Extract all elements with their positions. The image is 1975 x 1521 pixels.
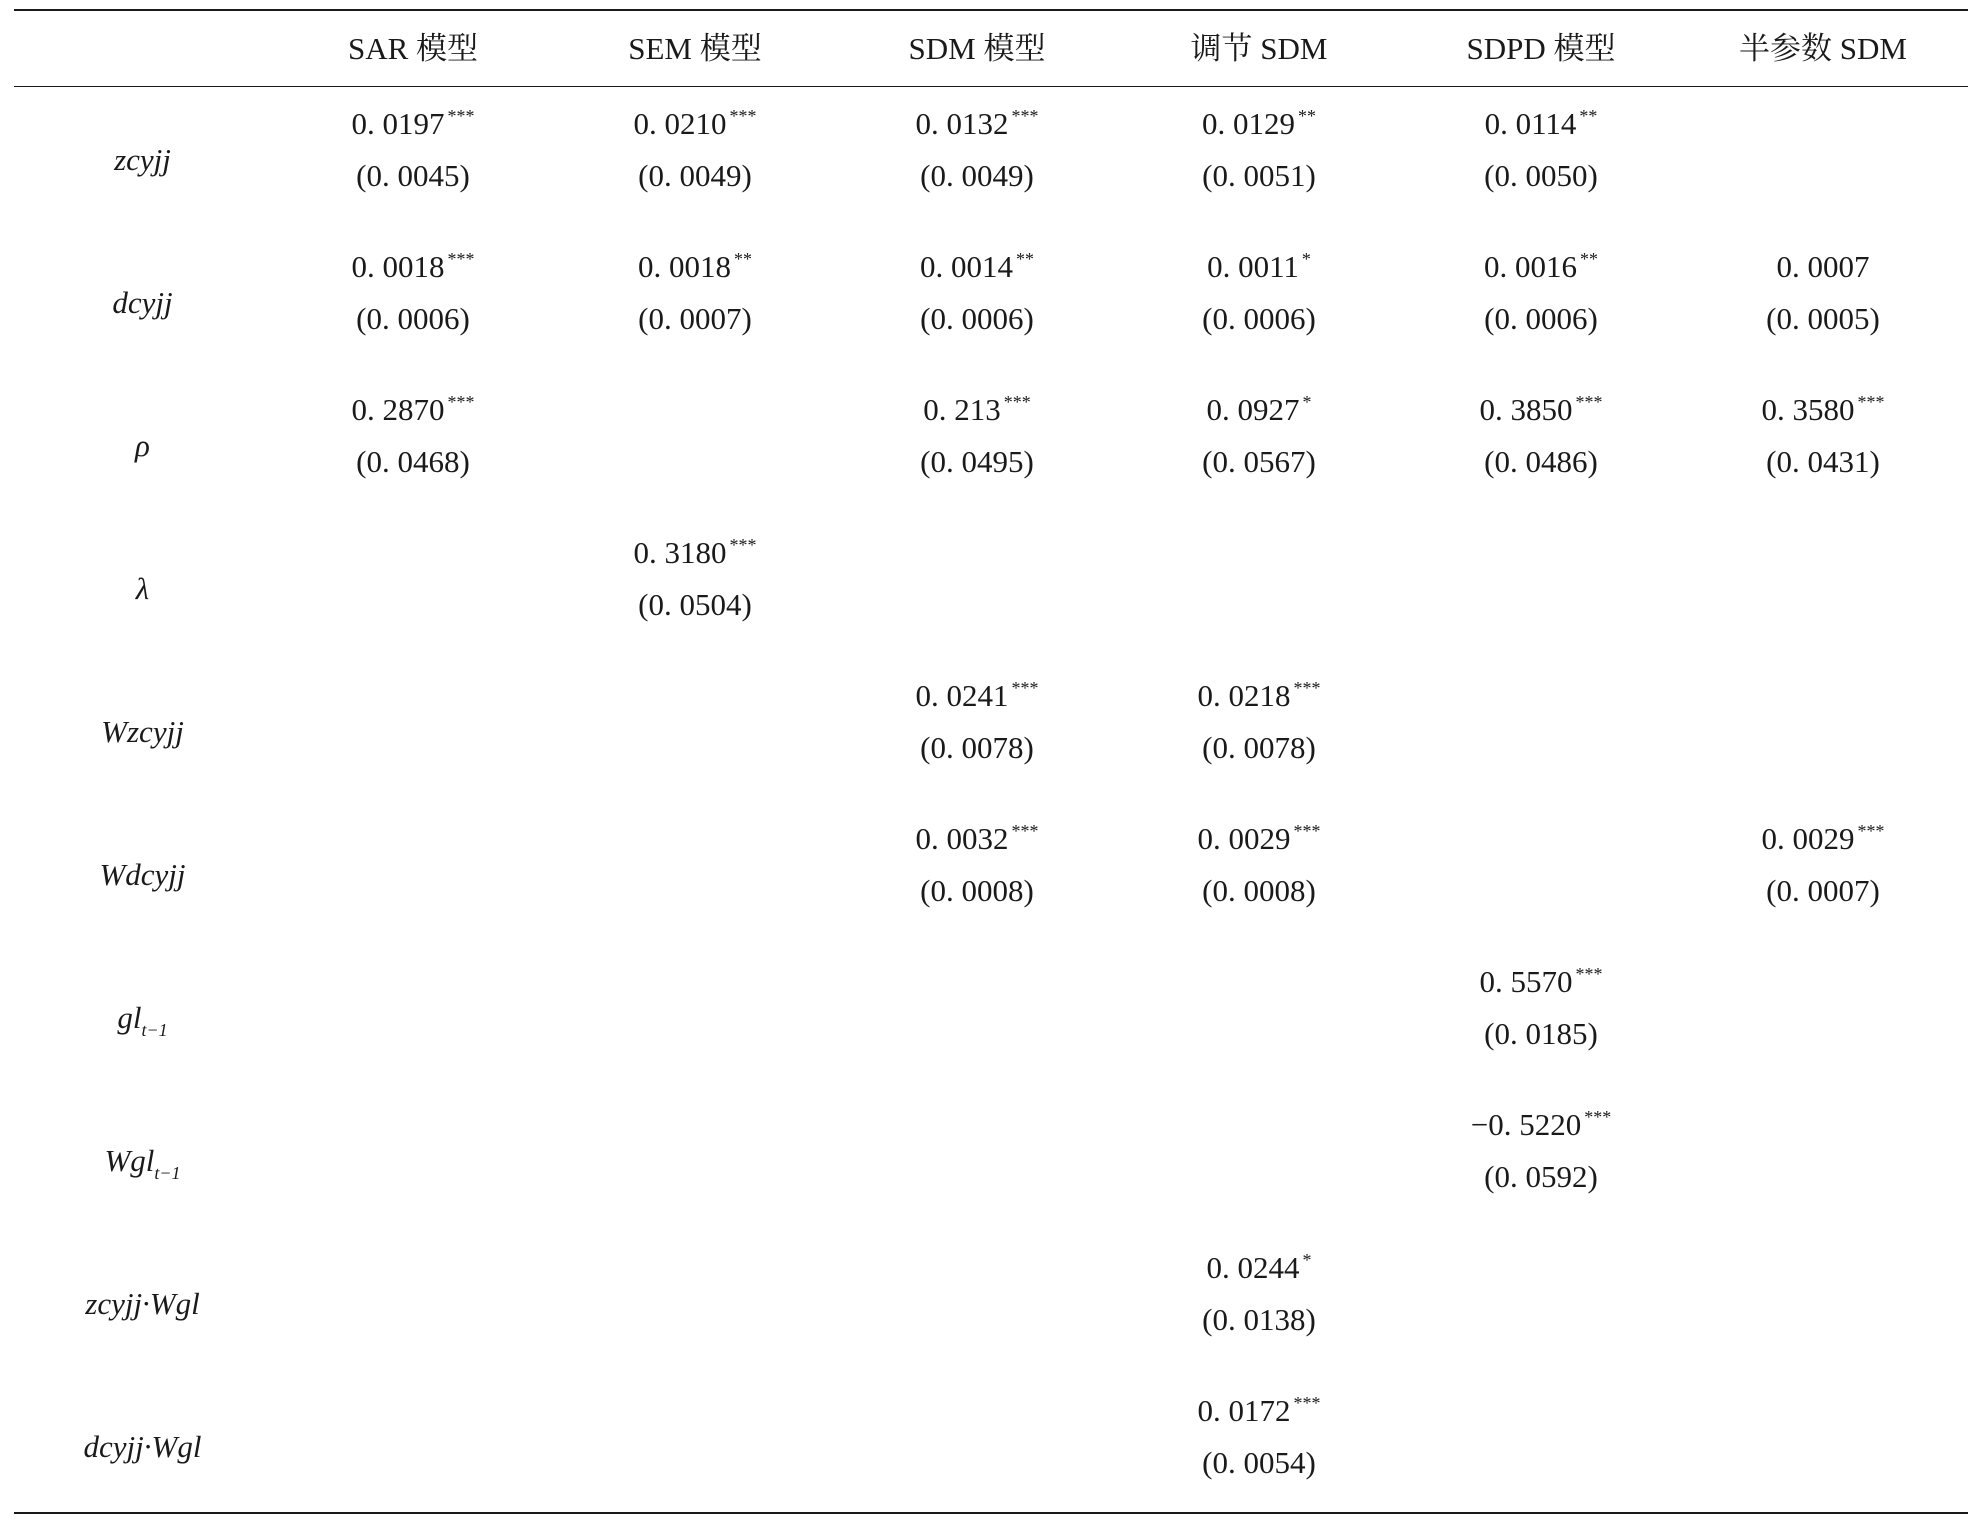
- table-header-row: [0, 11, 1975, 86]
- coefficient: [272, 247, 554, 287]
- column-header-sem: SEM 模型: [628, 31, 762, 66]
- table-cell: [554, 1232, 836, 1375]
- coefficient-value: 0. 0218: [1197, 678, 1291, 713]
- standard-error: (0. 0049): [920, 158, 1034, 193]
- row-label: [0, 946, 285, 1089]
- table-cell: [272, 660, 554, 803]
- coefficient: [554, 533, 836, 573]
- coefficient: [272, 390, 554, 430]
- coefficient: [1118, 247, 1400, 287]
- coefficient: [272, 104, 554, 144]
- table-cell: [1118, 1232, 1400, 1375]
- row-label-text: gl: [117, 1000, 142, 1035]
- table-cell: [1400, 1232, 1682, 1375]
- significance-stars: **: [1016, 249, 1034, 269]
- table-cell: [272, 803, 554, 946]
- table-row: [0, 946, 1975, 1089]
- coefficient-value: 0. 0011: [1207, 249, 1299, 284]
- standard-error: (0. 0567): [1202, 444, 1316, 479]
- coefficient: [836, 819, 1118, 859]
- table-cell: [1400, 803, 1682, 946]
- table-cell: [1400, 660, 1682, 803]
- coefficient: [1118, 676, 1400, 716]
- coefficient-value: 0. 0197: [351, 106, 445, 141]
- standard-error: (0. 0045): [356, 158, 470, 193]
- coefficient-value: 0. 0172: [1197, 1393, 1291, 1428]
- coefficient: [1400, 390, 1682, 430]
- table-row: [0, 1232, 1975, 1375]
- column-header-sar: SAR 模型: [347, 31, 479, 66]
- table-cell: [554, 517, 836, 660]
- standard-error: (0. 0051): [1202, 158, 1316, 193]
- coefficient-value: 0. 0241: [915, 678, 1009, 713]
- coefficient: [1682, 819, 1964, 859]
- row-label-text: Wdcyjj: [99, 857, 186, 892]
- coefficient-value: 0. 0029: [1197, 821, 1291, 856]
- column-header-sdpd: SDPD 模型: [1466, 31, 1616, 66]
- table-cell: [554, 1375, 836, 1518]
- row-label: [0, 1232, 285, 1375]
- coefficient: [1118, 1391, 1400, 1431]
- standard-error: (0. 0006): [1484, 301, 1598, 336]
- significance-stars: **: [1580, 249, 1598, 269]
- coefficient-value: 0. 0210: [633, 106, 727, 141]
- table-cell: [1682, 374, 1964, 517]
- significance-stars: ***: [1575, 392, 1603, 412]
- significance-stars: ***: [1011, 678, 1039, 698]
- table-cell: [836, 88, 1118, 231]
- coefficient: [1400, 1105, 1682, 1145]
- significance-stars: **: [1579, 106, 1598, 126]
- table-cell: [1400, 88, 1682, 231]
- coefficient-value: 0. 0029: [1761, 821, 1855, 856]
- standard-error: (0. 0006): [920, 301, 1034, 336]
- table-cell: [554, 803, 836, 946]
- table-cell: [272, 88, 554, 231]
- standard-error: (0. 0185): [1484, 1016, 1598, 1051]
- standard-error: (0. 0431): [1766, 444, 1880, 479]
- row-label: [0, 374, 285, 517]
- coefficient: [1682, 247, 1964, 287]
- significance-stars: ***: [1293, 1393, 1321, 1413]
- coefficient-value: 0. 0244: [1206, 1250, 1300, 1285]
- coefficient: [1118, 104, 1400, 144]
- standard-error: (0. 0078): [920, 730, 1034, 765]
- table-cell: [1118, 374, 1400, 517]
- coefficient-value: 0. 0032: [915, 821, 1009, 856]
- table-cell: [554, 946, 836, 1089]
- significance-stars: ***: [1011, 821, 1039, 841]
- standard-error: (0. 0592): [1484, 1159, 1598, 1194]
- row-label: [0, 88, 285, 231]
- table-cell: [272, 1089, 554, 1232]
- table-cell: [1400, 1375, 1682, 1518]
- coefficient-value: 0. 0016: [1484, 249, 1577, 284]
- row-label: [0, 231, 285, 374]
- significance-stars: ***: [729, 535, 757, 555]
- table-cell: [1118, 517, 1400, 660]
- row-label: [0, 1089, 285, 1232]
- coefficient-value: 0. 0007: [1776, 249, 1870, 284]
- row-label-text: zcyjj: [114, 142, 171, 177]
- coefficient-value: 0. 0927: [1206, 392, 1300, 427]
- row-label-text: ρ: [135, 428, 150, 463]
- column-header-semiparametric-sdm: 半参数 SDM: [1739, 31, 1907, 66]
- table-cell: [554, 88, 836, 231]
- coefficient-value: 0. 2870: [351, 392, 445, 427]
- column-header-sdm: SDM 模型: [908, 31, 1046, 66]
- standard-error: (0. 0078): [1202, 730, 1316, 765]
- standard-error: (0. 0007): [1766, 873, 1880, 908]
- table-cell: [554, 660, 836, 803]
- standard-error: (0. 0049): [638, 158, 752, 193]
- coefficient: [554, 247, 836, 287]
- table-cell: [1400, 1089, 1682, 1232]
- table-cell: [272, 374, 554, 517]
- coefficient: [1400, 247, 1682, 287]
- table-bottom-rule: [14, 1512, 1968, 1514]
- table-cell: [554, 231, 836, 374]
- table-header-rule: [14, 86, 1968, 87]
- row-label-text: λ: [135, 571, 150, 606]
- coefficient: [1682, 390, 1964, 430]
- table-cell: [836, 660, 1118, 803]
- significance-stars: *: [1301, 249, 1311, 269]
- coefficient: [1400, 962, 1682, 1002]
- table-cell: [1682, 660, 1964, 803]
- coefficient: [836, 390, 1118, 430]
- table-cell: [1118, 231, 1400, 374]
- coefficient: [1400, 104, 1682, 144]
- table-cell: [1118, 1375, 1400, 1518]
- table-cell: [1682, 231, 1964, 374]
- row-label-text: Wgl: [104, 1143, 155, 1178]
- row-label-text: dcyjj·Wgl: [83, 1429, 202, 1464]
- table-cell: [1400, 374, 1682, 517]
- coefficient-value: 0. 3180: [633, 535, 727, 570]
- table-cell: [1400, 517, 1682, 660]
- row-label-subscript: t−1: [141, 1020, 168, 1040]
- standard-error: (0. 0138): [1202, 1302, 1316, 1337]
- standard-error: (0. 0006): [356, 301, 470, 336]
- coefficient-value: 0. 213: [923, 392, 1001, 427]
- table-row: [0, 1089, 1975, 1232]
- table-cell: [1118, 946, 1400, 1089]
- standard-error: (0. 0486): [1484, 444, 1598, 479]
- row-label-text: zcyjj·Wgl: [85, 1286, 200, 1321]
- standard-error: (0. 0050): [1484, 158, 1598, 193]
- significance-stars: ***: [447, 392, 475, 412]
- table-cell: [1118, 660, 1400, 803]
- table-cell: [1682, 517, 1964, 660]
- significance-stars: *: [1302, 392, 1312, 412]
- significance-stars: ***: [1575, 964, 1603, 984]
- row-label-text: Wzcyjj: [101, 714, 184, 749]
- coefficient: [836, 104, 1118, 144]
- table-cell: [272, 517, 554, 660]
- table-row: [0, 231, 1975, 374]
- coefficient-value: 0. 0018: [638, 249, 731, 284]
- table-row: [0, 374, 1975, 517]
- table-row: [0, 1375, 1975, 1518]
- standard-error: (0. 0504): [638, 587, 752, 622]
- significance-stars: ***: [729, 106, 757, 126]
- column-header-moderated-sdm: 调节 SDM: [1190, 31, 1328, 66]
- table-row: [0, 88, 1975, 231]
- row-label-text: dcyjj: [112, 285, 173, 320]
- standard-error: (0. 0495): [920, 444, 1034, 479]
- standard-error: (0. 0007): [638, 301, 752, 336]
- row-label: [0, 803, 285, 946]
- table-cell: [272, 1232, 554, 1375]
- standard-error: (0. 0006): [1202, 301, 1316, 336]
- table-cell: [272, 946, 554, 1089]
- standard-error: (0. 0054): [1202, 1445, 1316, 1480]
- table-cell: [1118, 803, 1400, 946]
- table-cell: [1682, 1375, 1964, 1518]
- significance-stars: ***: [1003, 392, 1031, 412]
- coefficient-value: 0. 3580: [1761, 392, 1855, 427]
- significance-stars: ***: [1011, 106, 1039, 126]
- significance-stars: ***: [447, 106, 475, 126]
- significance-stars: **: [734, 249, 752, 269]
- row-label: [0, 517, 285, 660]
- table-row: [0, 660, 1975, 803]
- standard-error: (0. 0008): [1202, 873, 1316, 908]
- table-cell: [1682, 88, 1964, 231]
- coefficient-value: 0. 5570: [1479, 964, 1573, 999]
- standard-error: (0. 0008): [920, 873, 1034, 908]
- significance-stars: **: [1298, 106, 1316, 126]
- table-cell: [836, 946, 1118, 1089]
- table-cell: [836, 231, 1118, 374]
- coefficient-value: 0. 0114: [1484, 106, 1577, 141]
- table-cell: [272, 231, 554, 374]
- standard-error: (0. 0005): [1766, 301, 1880, 336]
- coefficient: [836, 676, 1118, 716]
- significance-stars: ***: [1293, 678, 1321, 698]
- coefficient-value: 0. 0014: [920, 249, 1013, 284]
- coefficient: [1118, 1248, 1400, 1288]
- coefficient-value: 0. 3850: [1479, 392, 1573, 427]
- table-cell: [272, 1375, 554, 1518]
- significance-stars: ***: [447, 249, 475, 269]
- table-cell: [554, 374, 836, 517]
- coefficient: [554, 104, 836, 144]
- coefficient-value: 0. 0132: [915, 106, 1009, 141]
- table-cell: [1682, 1232, 1964, 1375]
- row-label: [0, 1375, 285, 1518]
- table-row: [0, 517, 1975, 660]
- coefficient: [1118, 819, 1400, 859]
- row-label-subscript: t−1: [154, 1163, 181, 1183]
- table-cell: [1682, 1089, 1964, 1232]
- significance-stars: ***: [1584, 1107, 1612, 1127]
- table-cell: [836, 1089, 1118, 1232]
- table-cell: [554, 1089, 836, 1232]
- table-cell: [1682, 803, 1964, 946]
- significance-stars: ***: [1857, 392, 1885, 412]
- significance-stars: *: [1302, 1250, 1312, 1270]
- table-cell: [1118, 88, 1400, 231]
- table-cell: [836, 517, 1118, 660]
- coefficient-value: 0. 0018: [351, 249, 445, 284]
- table-cell: [836, 374, 1118, 517]
- table-cell: [1118, 1089, 1400, 1232]
- table-cell: [836, 1375, 1118, 1518]
- table-cell: [836, 1232, 1118, 1375]
- table-cell: [1682, 946, 1964, 1089]
- significance-stars: ***: [1293, 821, 1321, 841]
- table-cell: [1400, 231, 1682, 374]
- table-cell: [1400, 946, 1682, 1089]
- coefficient-value: 0. 0129: [1202, 106, 1295, 141]
- coefficient-value: −0. 5220: [1470, 1107, 1582, 1142]
- significance-stars: ***: [1857, 821, 1885, 841]
- coefficient: [1118, 390, 1400, 430]
- standard-error: (0. 0468): [356, 444, 470, 479]
- table-row: [0, 803, 1975, 946]
- coefficient: [836, 247, 1118, 287]
- table-cell: [836, 803, 1118, 946]
- row-label: [0, 660, 285, 803]
